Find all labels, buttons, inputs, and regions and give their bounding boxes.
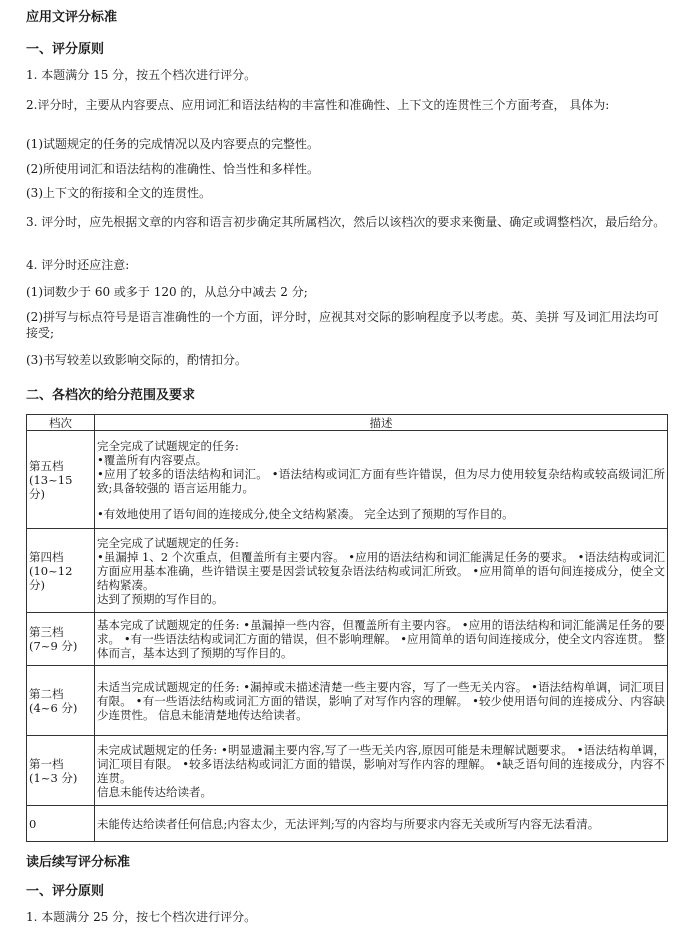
desc-line: 完全完成了试题规定的任务: [97, 535, 239, 550]
level-label: 第五档 [29, 458, 64, 473]
table-row [27, 613, 668, 666]
level-range: (13~15 [29, 472, 73, 487]
header-level: 档次 [27, 415, 95, 431]
section3-heading: 一、评分原则 [26, 884, 105, 899]
description-cell [95, 806, 668, 842]
level-label: 0 [29, 816, 37, 831]
table-row [27, 666, 668, 736]
level-label: 第四档 [29, 549, 64, 564]
rule-2-item-1: (1)试题规定的任务的完成情况以及内容要点的完整性。 [26, 137, 320, 151]
grading-table [26, 414, 668, 842]
section1-heading: 一、评分原则 [26, 42, 105, 57]
continuation-rule-1: 1. 本题满分 25 分，按七个档次进行评分。 [26, 910, 257, 924]
desc-line: 未完成试题规定的任务: •明显遗漏主要内容,写了一些无关内容,原因可能是未理解试题要求。 •语法结构单调，词汇项目有限。 •较多语法结构或词汇方面的错误，影响对写作内容的理解。 •缺乏语句间的连接成分，内容不连贯。 [97, 742, 665, 785]
desc-line: 未适当完成试题规定的任务: •漏掉或未描述清楚一些主要内容，写了一些无关内容。 •语法结构单调，词汇项目有限。 •有一些语法结构或词汇方面的错误，影响了对写作内容的理解。 •较少使用语句间的连接成分、内容缺少连贯性。 信息未能清楚地传达给读者。 [97, 679, 665, 722]
level-cell [27, 613, 95, 666]
desc-line: 基本完成了试题规定的任务: •虽漏掉一些内容，但覆盖所有主要内容。 •应用的语法结构和词汇能满足任务的要求。 •有一些语法结构或词汇方面的错误，但不影响理解。 •应用简单的语句间连接成分，使全文内容连贯。 整体而言，基本达到了预期的写作目的。 [97, 618, 665, 660]
description-cell [95, 431, 668, 529]
rule-4: 4. 评分时还应注意: [26, 258, 130, 272]
level-label: 第三档 [29, 625, 64, 639]
rule-2: 2.评分时，主要从内容要点、应用词汇和语法结构的丰富性和准确性、上下文的连贯性三个方面考查， 具体为: [26, 98, 610, 112]
level-range: (7~9 分) [29, 639, 78, 653]
level-label: 第一档 [29, 756, 64, 771]
level-cell [27, 736, 95, 806]
desc-line: •有效地使用了语句间的连接成分,使全文结构紧凑。 完全达到了预期的写作目的。 [97, 506, 514, 521]
desc-line: •虽漏掉 1、2 个次重点，但覆盖所有主要内容。 •应用的语法结构和词汇能满足任务的要求。 •语法结构或词汇方面应用基本准确，些许错误主要是因尝试较复杂语法结构或词汇所致。 •应用简单的语句间连接成分，使全文结构紧凑。 [97, 549, 665, 592]
rule-4-item-2: (2)拼写与标点符号是语言准确性的一个方面，评分时，应视其对交际的影响程度予以考虑。英、美拼 写及词汇用法均可接受; [26, 310, 659, 340]
description-cell [95, 736, 668, 806]
desc-spacer [97, 495, 665, 507]
rule-2-item-2: (2)所使用词汇和语法结构的准确性、恰当性和多样性。 [26, 162, 320, 176]
table-row [27, 736, 668, 806]
rule-1: 1. 本题满分 15 分，按五个档次进行评分。 [26, 68, 257, 82]
rule-4-item-1: (1)词数少于 60 或多于 120 的，从总分中减去 2 分; [26, 285, 308, 299]
rule-3: 3. 评分时，应先根据文章的内容和语言初步确定其所属档次，然后以该档次的要求来衡量、确定或调整档次，最后给分。 [26, 215, 666, 229]
desc-line: 未能传达给读者任何信息;内容太少，无法评判;写的内容均与所要求内容无关或所写内容无法看清。 [97, 816, 600, 831]
desc-line: 信息未能传达给读者。 [97, 784, 212, 799]
table-row [27, 431, 668, 529]
level-cell [27, 431, 95, 529]
level-cell [27, 666, 95, 736]
rule-4-item-3: (3)书写较差以致影响交际的，酌情扣分。 [26, 353, 247, 367]
level-range: (10~12 [29, 563, 73, 578]
table-row [27, 529, 668, 613]
level-range-unit: 分) [29, 577, 45, 592]
doc-title: 应用文评分标准 [26, 10, 118, 25]
level-range: (4~6 分) [29, 700, 78, 715]
doc-title-2: 读后续写评分标准 [26, 855, 131, 870]
description-cell [95, 613, 668, 666]
desc-line: •应用了较多的语法结构和词汇。 •语法结构或词汇方面有些许错误，但为尽力使用较复杂结构或较高级词汇所致;具备较强的 语言运用能力。 [97, 466, 665, 495]
section2-heading: 二、各档次的给分范围及要求 [26, 388, 196, 403]
level-range: (1~3 分) [29, 770, 78, 785]
table-row [27, 806, 668, 842]
level-label: 第二档 [29, 686, 64, 701]
level-range-unit: 分) [29, 486, 45, 501]
table-header-row [27, 415, 668, 431]
header-description: 描述 [95, 415, 668, 431]
description-cell [95, 529, 668, 613]
rule-2-item-3: (3)上下文的衔接和全文的连贯性。 [26, 186, 211, 200]
level-cell [27, 806, 95, 842]
level-cell [27, 529, 95, 613]
desc-line: 完全完成了试题规定的任务: [97, 438, 239, 453]
description-cell [95, 666, 668, 736]
desc-line: 达到了预期的写作目的。 [97, 591, 224, 606]
desc-line: •覆盖所有内容要点。 [97, 452, 208, 467]
